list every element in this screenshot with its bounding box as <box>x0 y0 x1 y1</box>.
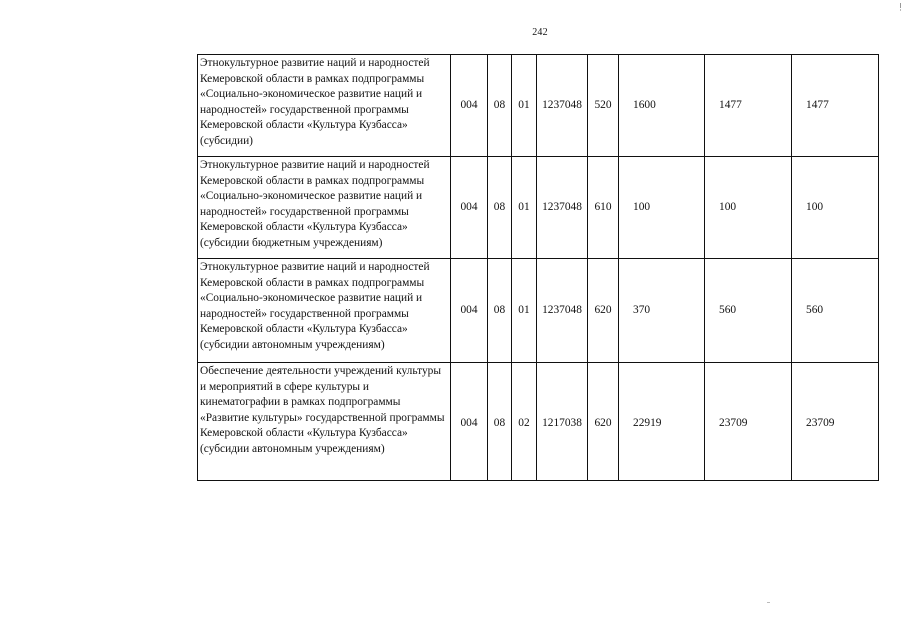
scan-speck <box>767 602 770 603</box>
table-row <box>198 363 879 481</box>
sum-cell-2: 23709 <box>705 363 792 481</box>
sum-cell-3: 560 <box>792 259 879 363</box>
ministry-code-cell: 004 <box>451 157 488 259</box>
expense-type-cell: 620 <box>588 363 619 481</box>
sum-cell-1: 100 <box>619 157 705 259</box>
subsection-code-cell: 01 <box>512 259 537 363</box>
subsection-code-cell: 02 <box>512 363 537 481</box>
target-item-cell: 1237048 <box>537 259 588 363</box>
row-name-cell: Этнокультурное развитие наций и народностей Кемеровской области в рамках подпрограммы «Социально-экономическое развитие наций и народностей» государственной программы Кемеровской области «Культура Кузбасса» (субсидии автономным учреждениям) <box>198 259 451 363</box>
row-name-cell: Этнокультурное развитие наций и народностей Кемеровской области в рамках подпрограммы «Социально-экономическое развитие наций и народностей» государственной программы Кемеровской области «Культура Кузбасса» (субсидии) <box>198 55 451 157</box>
ministry-code-cell: 004 <box>451 55 488 157</box>
ministry-code-cell: 004 <box>451 259 488 363</box>
row-name-cell: Обеспечение деятельности учреждений культуры и мероприятий в сфере культуры и кинематографии в рамках подпрограммы «Развитие культуры» государственной программы Кемеровской области «Культура Кузбасса» (субсидии автономным учреждениям) <box>198 363 451 481</box>
sum-cell-1: 22919 <box>619 363 705 481</box>
ministry-code-cell: 004 <box>451 363 488 481</box>
sum-cell-3: 100 <box>792 157 879 259</box>
expense-type-cell: 520 <box>588 55 619 157</box>
section-code-cell: 08 <box>488 157 512 259</box>
sum-cell-3: 1477 <box>792 55 879 157</box>
target-item-cell: 1237048 <box>537 157 588 259</box>
page-number: 242 <box>532 27 548 38</box>
sum-cell-3: 23709 <box>792 363 879 481</box>
target-item-cell: 1217038 <box>537 363 588 481</box>
sum-cell-2: 560 <box>705 259 792 363</box>
table-row <box>198 55 879 157</box>
scan-mark <box>900 3 901 8</box>
expense-type-cell: 620 <box>588 259 619 363</box>
sum-cell-1: 370 <box>619 259 705 363</box>
sum-cell-2: 100 <box>705 157 792 259</box>
section-code-cell: 08 <box>488 259 512 363</box>
scan-mark <box>900 9 901 11</box>
table-row <box>198 259 879 363</box>
expense-type-cell: 610 <box>588 157 619 259</box>
table-row <box>198 157 879 259</box>
budget-table <box>197 54 879 481</box>
row-name-cell: Этнокультурное развитие наций и народностей Кемеровской области в рамках подпрограммы «Социально-экономическое развитие наций и народностей» государственной программы Кемеровской области «Культура Кузбасса» (субсидии бюджетным учреждениям) <box>198 157 451 259</box>
sum-cell-2: 1477 <box>705 55 792 157</box>
sum-cell-1: 1600 <box>619 55 705 157</box>
target-item-cell: 1237048 <box>537 55 588 157</box>
subsection-code-cell: 01 <box>512 55 537 157</box>
subsection-code-cell: 01 <box>512 157 537 259</box>
section-code-cell: 08 <box>488 55 512 157</box>
section-code-cell: 08 <box>488 363 512 481</box>
